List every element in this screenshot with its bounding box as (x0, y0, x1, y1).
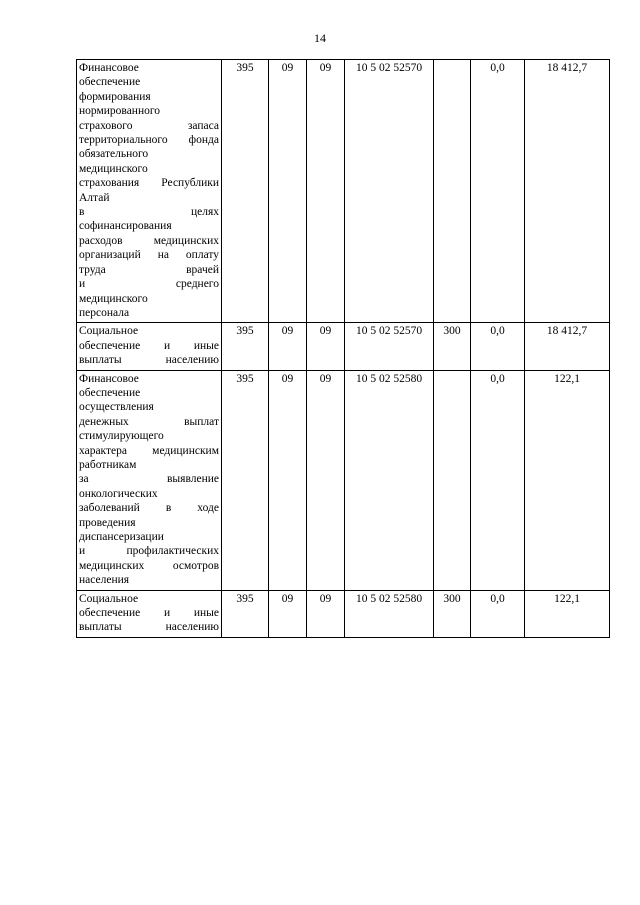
row-name-cell: Социальное обеспечение и иные выплаты населению (77, 590, 222, 637)
amount-1-cell: 0,0 (471, 323, 525, 370)
table-row (77, 323, 610, 370)
section-cell: 09 (269, 590, 307, 637)
subsection-cell: 09 (307, 370, 345, 590)
target-article-cell: 10 5 02 52580 (345, 590, 434, 637)
amount-1-cell: 0,0 (471, 60, 525, 323)
table-row (77, 370, 610, 590)
section-cell: 09 (269, 323, 307, 370)
row-name-cell: Финансовое обеспечение формирования нормированного страхового запаса территориального фонда обязательного медицинского страхования Республики Алтай в целях софинансирования расходов медицинских организаций на оплату труда врачей и среднего медицинского персонала (77, 60, 222, 323)
amount-2-cell: 18 412,7 (525, 60, 610, 323)
target-article-cell: 10 5 02 52570 (345, 60, 434, 323)
subsection-cell: 09 (307, 590, 345, 637)
table-row (77, 590, 610, 637)
amount-2-cell: 122,1 (525, 590, 610, 637)
budget-table (76, 59, 610, 638)
amount-2-cell: 122,1 (525, 370, 610, 590)
admin-code-cell: 395 (222, 370, 269, 590)
target-article-cell: 10 5 02 52580 (345, 370, 434, 590)
section-cell: 09 (269, 60, 307, 323)
expense-type-cell (434, 370, 471, 590)
target-article-cell: 10 5 02 52570 (345, 323, 434, 370)
section-cell: 09 (269, 370, 307, 590)
expense-type-cell (434, 60, 471, 323)
expense-type-cell: 300 (434, 323, 471, 370)
amount-2-cell: 18 412,7 (525, 323, 610, 370)
row-name-cell: Финансовое обеспечение осуществления денежных выплат стимулирующего характера медицинским работникам за выявление онкологических заболеваний в ходе проведения диспансеризации и профилактических медицинских осмотров населения (77, 370, 222, 590)
subsection-cell: 09 (307, 60, 345, 323)
admin-code-cell: 395 (222, 60, 269, 323)
amount-1-cell: 0,0 (471, 370, 525, 590)
subsection-cell: 09 (307, 323, 345, 370)
admin-code-cell: 395 (222, 590, 269, 637)
row-name-cell: Социальное обеспечение и иные выплаты населению (77, 323, 222, 370)
admin-code-cell: 395 (222, 323, 269, 370)
table-row (77, 60, 610, 323)
page-number: 14 (314, 31, 326, 45)
amount-1-cell: 0,0 (471, 590, 525, 637)
expense-type-cell: 300 (434, 590, 471, 637)
